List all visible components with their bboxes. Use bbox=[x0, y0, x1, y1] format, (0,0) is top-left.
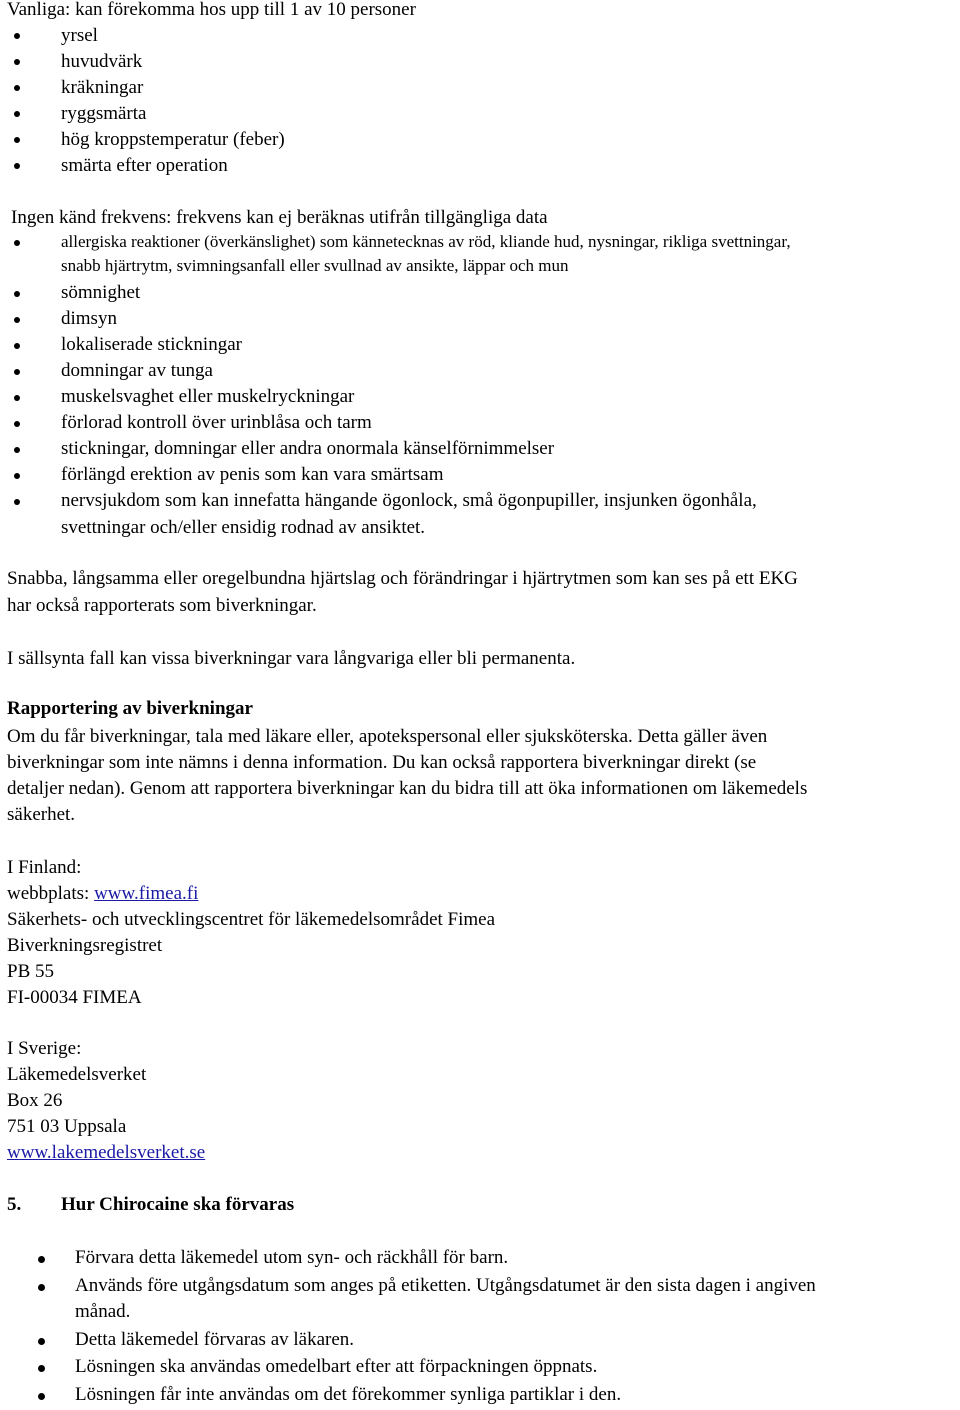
web-label: webbplats: bbox=[7, 883, 90, 904]
list-item: dimsyn bbox=[61, 308, 117, 329]
reporting-paragraph-line: Om du får biverkningar, tala med läkare eller, apotekspersonal eller sjuksköterska. Detta gäller även bbox=[7, 726, 768, 747]
reporting-paragraph-line: detaljer nedan). Genom att rapportera biverkningar kan du bidra till att öka informationen om läkemedels bbox=[7, 778, 808, 799]
bullet-icon bbox=[14, 59, 20, 65]
bullet-icon bbox=[38, 1338, 45, 1345]
list-item-continuation: snabb hjärtrytm, svimningsanfall eller svullnad av ansikte, läppar och mun bbox=[61, 256, 569, 275]
address-line: Läkemedelsverket bbox=[7, 1064, 147, 1085]
list-item: Lösningen får inte användas om det förekommer synliga partiklar i den. bbox=[75, 1384, 622, 1405]
sweden-link-row bbox=[7, 1143, 205, 1162]
list-item: förlorad kontroll över urinblåsa och tarm bbox=[61, 412, 372, 433]
bullet-icon bbox=[14, 111, 20, 117]
common-heading: Vanliga: kan förekomma hos upp till 1 av 10 personer bbox=[7, 0, 416, 20]
section-heading: Hur Chirocaine ska förvaras bbox=[61, 1194, 295, 1215]
bullet-icon bbox=[14, 499, 20, 505]
bullet-icon bbox=[14, 369, 20, 375]
bullet-icon bbox=[14, 447, 20, 453]
finland-heading: I Finland: bbox=[7, 857, 82, 878]
list-item: kräkningar bbox=[61, 77, 144, 98]
bullet-icon bbox=[14, 317, 20, 323]
address-line: Biverkningsregistret bbox=[7, 935, 163, 956]
list-item: Förvara detta läkemedel utom syn- och räckhåll för barn. bbox=[75, 1247, 509, 1268]
bullet-icon bbox=[14, 291, 20, 297]
finland-web-row bbox=[7, 884, 198, 903]
bullet-icon bbox=[14, 421, 20, 427]
reporting-paragraph-line: säkerhet. bbox=[7, 804, 76, 825]
bullet-icon bbox=[14, 473, 20, 479]
list-item: Lösningen ska användas omedelbart efter att förpackningen öppnats. bbox=[75, 1356, 598, 1377]
list-item: förlängd erektion av penis som kan vara smärtsam bbox=[61, 464, 444, 485]
list-item: smärta efter operation bbox=[61, 155, 228, 176]
bullet-icon bbox=[14, 85, 20, 91]
list-item: yrsel bbox=[61, 25, 98, 46]
list-item: ryggsmärta bbox=[61, 103, 147, 124]
list-item: lokaliserade stickningar bbox=[61, 334, 242, 355]
sweden-heading: I Sverige: bbox=[7, 1038, 82, 1059]
bullet-icon bbox=[14, 163, 20, 169]
bullet-icon bbox=[14, 240, 20, 246]
list-item: allergiska reaktioner (överkänslighet) som kännetecknas av röd, kliande hud, nysningar, rikliga svettningar, bbox=[61, 232, 791, 251]
bullet-icon bbox=[14, 33, 20, 39]
bullet-icon bbox=[38, 1284, 45, 1291]
list-item: Detta läkemedel förvaras av läkaren. bbox=[75, 1329, 355, 1350]
section-number: 5. bbox=[7, 1194, 22, 1215]
list-item: muskelsvaghet eller muskelryckningar bbox=[61, 386, 355, 407]
heart-paragraph-line: har också rapporterats som biverkningar. bbox=[7, 595, 317, 616]
address-line: 751 03 Uppsala bbox=[7, 1116, 127, 1137]
list-item: huvudvärk bbox=[61, 51, 143, 72]
list-item-continuation: månad. bbox=[75, 1301, 131, 1322]
lakemedelsverket-link[interactable]: www.lakemedelsverket.se bbox=[7, 1142, 206, 1163]
bullet-icon bbox=[14, 343, 20, 349]
list-item: stickningar, domningar eller andra onormala känselförnimmelser bbox=[61, 438, 555, 459]
bullet-icon bbox=[38, 1393, 45, 1400]
list-item: hög kroppstemperatur (feber) bbox=[61, 129, 285, 150]
fimea-link[interactable]: www.fimea.fi bbox=[94, 883, 199, 904]
address-line: Box 26 bbox=[7, 1090, 63, 1111]
list-item: Används före utgångsdatum som anges på etiketten. Utgångsdatumet är den sista dagen i angiven bbox=[75, 1275, 816, 1296]
list-item-continuation: svettningar och/eller ensidig rodnad av ansiktet. bbox=[61, 517, 426, 538]
reporting-heading: Rapportering av biverkningar bbox=[7, 698, 253, 719]
address-line: FI-00034 FIMEA bbox=[7, 987, 142, 1008]
address-line: PB 55 bbox=[7, 961, 54, 982]
list-item: sömnighet bbox=[61, 282, 141, 303]
bullet-icon bbox=[14, 395, 20, 401]
reporting-paragraph-line: biverkningar som inte nämns i denna information. Du kan också rapportera biverkningar direkt (se bbox=[7, 752, 757, 773]
heart-paragraph-line: Snabba, långsamma eller oregelbundna hjärtslag och förändringar i hjärtrytmen som kan ses på ett EKG bbox=[7, 568, 798, 589]
bullet-icon bbox=[14, 137, 20, 143]
address-line: Säkerhets- och utvecklingscentret för läkemedelsområdet Fimea bbox=[7, 909, 496, 930]
bullet-icon bbox=[38, 1256, 45, 1263]
list-item: domningar av tunga bbox=[61, 360, 213, 381]
bullet-icon bbox=[38, 1365, 45, 1372]
unknown-heading: Ingen känd frekvens: frekvens kan ej beräknas utifrån tillgängliga data bbox=[11, 207, 548, 228]
list-item: nervsjukdom som kan innefatta hängande ögonlock, små ögonpupiller, insjunken ögonhåla, bbox=[61, 490, 757, 511]
rare-paragraph: I sällsynta fall kan vissa biverkningar vara långvariga eller bli permanenta. bbox=[7, 648, 576, 669]
